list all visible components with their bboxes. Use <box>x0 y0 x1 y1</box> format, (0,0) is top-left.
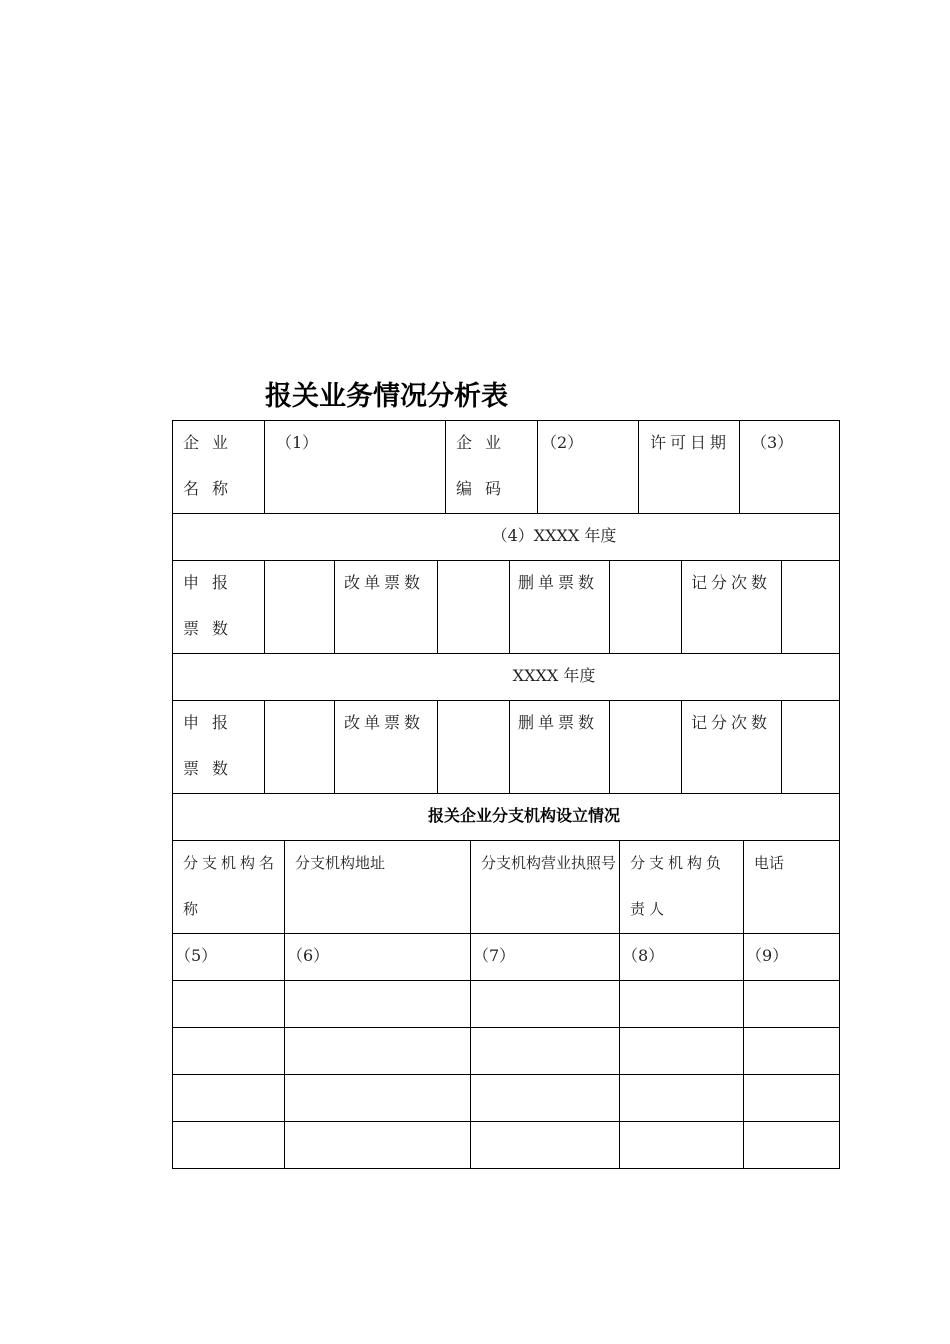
branch-col-manager: 分支机构负责人 <box>630 854 726 918</box>
col-divider <box>264 560 265 653</box>
year2-declared-label: 申报票数 <box>183 713 242 778</box>
col-divider <box>781 560 782 653</box>
year1-heading: （4）XXXX 年度 <box>491 526 617 545</box>
branch-heading: 报关企业分支机构设立情况 <box>427 806 620 825</box>
branch-code-9: （9） <box>746 946 789 965</box>
table-border <box>172 1168 840 1169</box>
branch-code-7: （7） <box>473 946 516 965</box>
page-title: 报关业务情况分析表 <box>265 381 508 412</box>
col-divider <box>681 700 682 793</box>
col-divider <box>638 420 639 513</box>
branch-code-6: （6） <box>287 946 330 965</box>
branch-col-address: 分支机构地址 <box>295 854 386 872</box>
analysis-table <box>172 420 840 1170</box>
col-divider <box>509 560 510 653</box>
year2-modified-label: 改单票数 <box>344 713 425 732</box>
branch-code-5: （5） <box>175 946 218 965</box>
year1-modified-label: 改单票数 <box>344 573 425 592</box>
col-divider <box>334 560 335 653</box>
col-divider <box>264 700 265 793</box>
col-divider <box>781 700 782 793</box>
year1-penalty-label: 记分次数 <box>691 573 772 592</box>
branch-col-name: 分支机构名称 <box>183 854 279 918</box>
col-divider <box>739 420 740 513</box>
license-date-value: （3） <box>751 433 794 452</box>
col-divider <box>437 560 438 653</box>
year2-heading: XXXX 年度 <box>512 666 596 685</box>
col-divider <box>681 560 682 653</box>
col-divider <box>284 840 285 1168</box>
col-divider <box>470 840 471 1168</box>
year1-declared-label: 申报票数 <box>183 573 242 638</box>
row-divider <box>172 1074 840 1075</box>
company-name-value: （1） <box>276 433 319 452</box>
col-divider <box>264 420 265 513</box>
license-date-label: 许可日期 <box>650 433 731 452</box>
year2-penalty-label: 记分次数 <box>691 713 772 732</box>
col-divider <box>445 420 446 513</box>
year2-deleted-label: 删单票数 <box>518 713 599 732</box>
year1-deleted-label: 删单票数 <box>518 573 599 592</box>
col-divider <box>437 700 438 793</box>
col-divider <box>619 840 620 1168</box>
branch-code-8: （8） <box>622 946 665 965</box>
col-divider <box>609 560 610 653</box>
col-divider <box>537 420 538 513</box>
col-divider <box>743 840 744 1168</box>
row-divider <box>172 1121 840 1122</box>
row-divider <box>172 1027 840 1028</box>
row-divider <box>172 980 840 981</box>
col-divider <box>609 700 610 793</box>
col-divider <box>334 700 335 793</box>
company-code-label: 企业编码 <box>456 433 515 498</box>
col-divider <box>509 700 510 793</box>
company-code-value: （2） <box>541 433 584 452</box>
branch-col-license: 分支机构营业执照号 <box>481 854 617 872</box>
branch-col-phone: 电话 <box>754 854 785 872</box>
company-name-label: 企业名称 <box>183 433 242 498</box>
